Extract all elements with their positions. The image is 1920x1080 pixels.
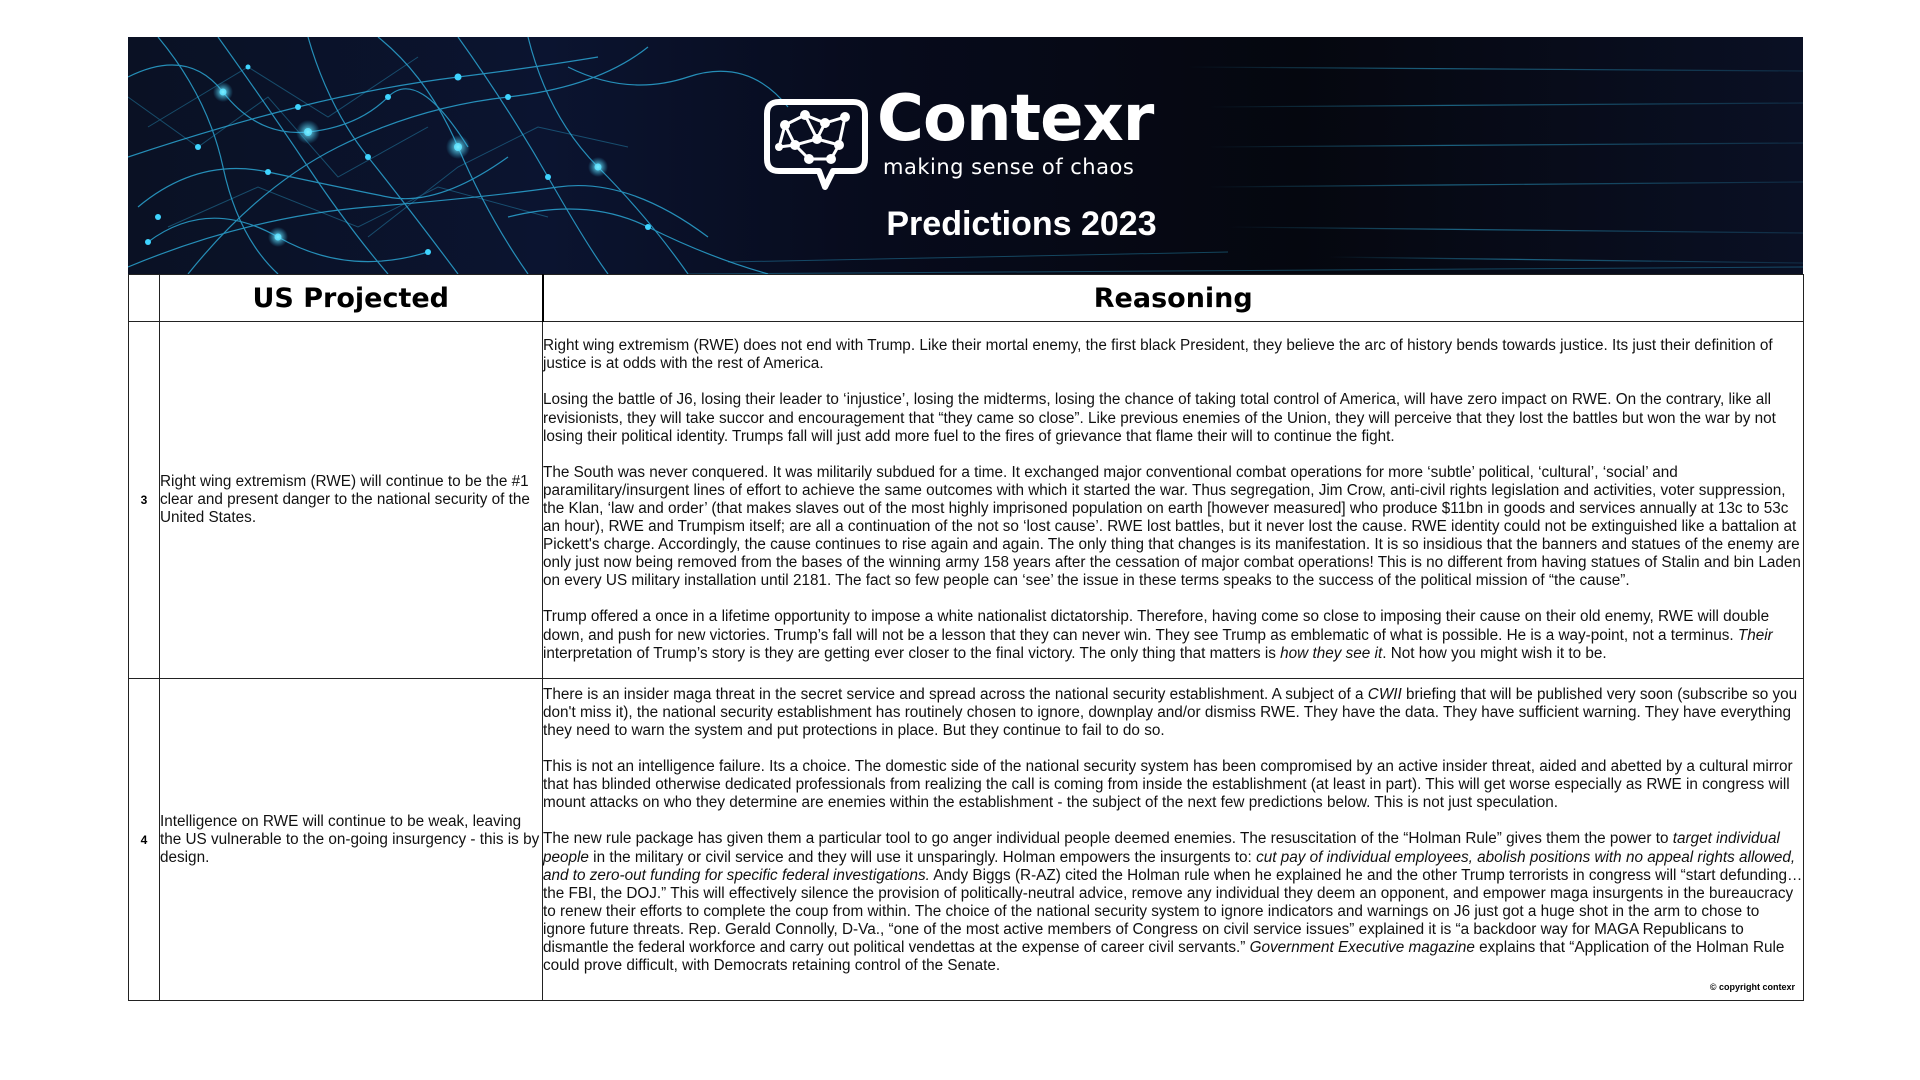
copyright-notice: © copyright contexr [1709, 981, 1795, 992]
header-us-projected: US Projected [160, 275, 543, 322]
text-run: interpretation of Trump’s story is they are getting ever closer to the final victory. The only thing that matters is [543, 644, 1281, 662]
text-run: . Not how you might wish it to be. [1382, 644, 1607, 662]
italic-run: cut pay of individual employees, abolish positions with no appeal rights allowed, and to zero-out funding for specific federal investigations. [543, 848, 1796, 884]
italic-run: Their [1737, 626, 1773, 644]
italic-run: target individual people [543, 830, 1780, 866]
italic-run: how they see it [1280, 644, 1383, 662]
brand-tagline: making sense of chaos [883, 155, 1135, 179]
header-number [129, 275, 160, 322]
text-run: The new rule package has given them a particular tool to go anger individual people deemed enemies. The resuscitation of the “Holman Rule” gives them the power to [543, 830, 1673, 848]
reasoning-paragraph: This is not an intelligence failure. Its a choice. The domestic side of the national security system has been compromised by an active insider threat, aided and abetted by a cultural mirror that has blinded otherwise dedicated professionals from realizing the call is coming from inside the establishment (at least in part). This will get worse especially as RWE in congress will mount attacks on who they determine are enemies within the establishment - the subject of the next few predictions below. This is not just speculation. [543, 758, 1793, 812]
text-run: Trump offered a once in a lifetime opportunity to impose a white nationalist dictatorship. Therefore, having come so close to imposing their cause on their old enemy, RWE will double down, and push for new victories. Trump’s fall will not be a lesson that they can never win. They see Trump as emblematic of what is possible. He is a way-point, not a terminus. [543, 608, 1770, 644]
row-number: 3 [129, 322, 160, 679]
reasoning-paragraph: The South was never conquered. It was militarily subdued for a time. It exchanged major conventional combat operations for more ‘subtle’ political, ‘cultural’, ‘social’ and paramilitary/insurgent lines of effort to achieve the same outcomes with which it started the war. Thus segregation, Jim Crow, anti-civil rights legislation and activities, voter suppression, the Klan, ‘law and order’ (that makes slaves out of the most highly imprisoned population on earth [however measured] who produce $11bn in goods and services annually at 13c to 53c an hour), RWE and Trumpism itself; are all a continuation of the not so ‘lost cause’. RWE lost battles, but it never lost the cause. RWE identity could not be extinguished like a battalion at Pickett's charge. Accordingly, the cause continues to rise again and again. The only thing that changes is its manifestation. It is so insidious that the banners and statues of the enemy are only just now being removed from the bases of the winning army 158 years after the cessation of major combat operations! This is no different from having statues of Stalin and bin Laden on every US military installation until 2181. The fact so few people can ‘see’ the issue in these terms speaks to the success of the political mission of “the cause”. [543, 463, 1801, 590]
table-row [129, 322, 1804, 679]
text-run: Andy Biggs (R-AZ) cited the Holman rule when he explained he and the other Trump terrorists in congress will “start defunding… the FBI, the DOJ.” This will effectively silence the provision of politically-neutral advice, remove any individual they deem an opponent, and empower maga insurgents in the bureaucracy to renew their efforts to complete the coup from within. The choice of the national security system to ignore indicators and warnings on J6 just got a huge shot in the arm to chose to ignore future threats. Rep. Gerald Connolly, D-Va., “one of the most active members of Congress on civil service issues” explained it is “a backdoor way for MAGA Republicans to dismantle the federal workforce and carry out political vendettas at the expense of career civil servants.” [543, 866, 1803, 956]
text-run: in the military or civil service and they will use it unsparingly. Holman empowers the insurgents to: [588, 848, 1257, 866]
table-header-row [129, 275, 1804, 322]
table-row [129, 679, 1804, 1001]
header-banner [128, 37, 1803, 274]
text-run: explains that “Application of the Holman Rule could prove difficult, with Democrats retaining control of the Senate. [543, 938, 1785, 975]
italic-run: CWII [1367, 685, 1402, 703]
reasoning-paragraph: Right wing extremism (RWE) does not end with Trump. Like their mortal enemy, the first black President, they believe the arc of history bends towards justice. Its just their definition of justice is at odds with the rest of America. [543, 337, 1773, 373]
banner-title: Predictions 2023 [886, 205, 1157, 243]
brain-chat-logo-icon [761, 87, 871, 197]
reasoning-cell [543, 322, 1804, 679]
prediction-text: Intelligence on RWE will continue to be weak, leaving the US vulnerable to the on-going insurgency - this is by design. [160, 679, 543, 1001]
reasoning-paragraph [543, 830, 1803, 975]
prediction-text: Right wing extremism (RWE) will continue to be the #1 clear and present danger to the national security of the United States. [160, 322, 543, 679]
reasoning-paragraph: Losing the battle of J6, losing their leader to ‘injustice’, losing the midterms, losing the chance of taking total control of America, will have zero impact on RWE. On the contrary, like all revisionists, they will take succor and encouragement that “they came so close”. Like previous enemies of the Union, they will perceive that they lost the battles but won the war by not losing their political identity. Trumps fall will just add more fuel to the fires of grievance that flame their will to continue the fight. [543, 391, 1776, 445]
reasoning-paragraph [543, 686, 1803, 740]
row-number: 4 [129, 679, 160, 1001]
brand-name: Contexr [877, 82, 1154, 156]
predictions-table [128, 274, 1804, 1001]
italic-run: Government Executive magazine [1249, 938, 1475, 956]
brand-logo [761, 82, 1181, 197]
reasoning-paragraph [543, 608, 1803, 662]
text-run: briefing that will be published very soon (subscribe so you don't miss it), the national security establishment has routinely chosen to ignore, downplay and/or dismiss RWE. They have the data. They have sufficient warning. They have everything they need to warn the system and put protections in place. But they continue to fail to do so. [543, 685, 1798, 740]
text-run: There is an insider maga threat in the secret service and spread across the national security establishment. A subject of a [543, 685, 1368, 703]
reasoning-cell [543, 679, 1804, 1001]
header-reasoning: Reasoning [543, 275, 1804, 322]
